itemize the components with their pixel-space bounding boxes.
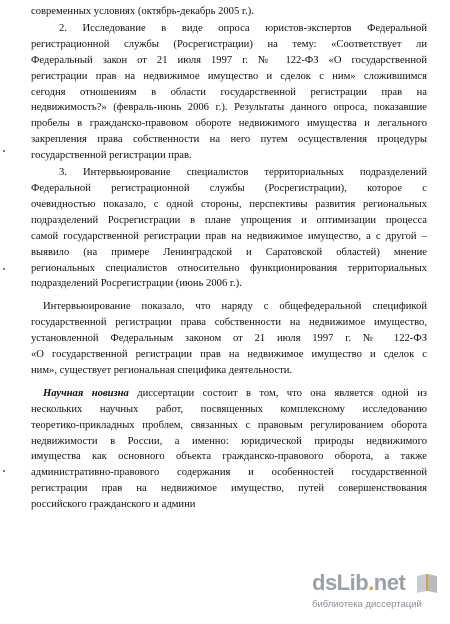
text-line: Федеральной регистрационной службы (Росрегистрации), которое с bbox=[31, 182, 427, 194]
margin-mark bbox=[3, 470, 5, 472]
novelty-line-rest: диссертации состоит в том, что она является одной из bbox=[128, 387, 427, 399]
text-line: недвижимость?» (февраль-июнь 2006 г.). Результаты данного опроса, показавшие bbox=[31, 102, 427, 114]
paragraph-item-2 bbox=[31, 21, 427, 164]
novelty-heading: Научная новизна bbox=[43, 387, 129, 399]
text-line: подразделений Росрегистрации (июнь 2006 г.). bbox=[31, 278, 242, 290]
paragraph-item-3 bbox=[31, 165, 427, 292]
text-line: «О государственной регистрации прав на недвижимое имущество и сделок с bbox=[31, 349, 427, 361]
paragraph-scientific-novelty bbox=[31, 386, 427, 513]
text-line: Интервьюирование показало, что наряду с общефедеральной спецификой bbox=[43, 301, 427, 313]
margin-mark bbox=[3, 150, 5, 152]
text-line: имущества как основного объекта гражданско-правового оборота, а также bbox=[31, 451, 427, 463]
text-line: современных условиях (октябрь-декабрь 2005 г.). bbox=[31, 6, 254, 17]
text-line bbox=[31, 386, 427, 402]
text-line: нескольких научных работ, посвященных комплексному исследованию bbox=[31, 403, 427, 415]
text-line: регистрационной службы (Росрегистрации) на тему: «Соответствует ли bbox=[31, 38, 427, 50]
text-line: регистрации прав на недвижимое имущество и сделок с ним» сложившимся bbox=[31, 70, 427, 82]
text-line: установленной Федеральным законом от 21 июля 1997 г. № 122-ФЗ bbox=[31, 333, 427, 345]
text-line: самой государственной регистрации прав на недвижимое имущество, а с другой – bbox=[31, 230, 427, 242]
paragraph-interview-result bbox=[31, 299, 427, 379]
text-line: региональных специалистов относительно функционирования территориальных bbox=[31, 262, 427, 274]
text-line: подразделений Росрегистрации в плане упрощения и оптимизации процесса bbox=[31, 214, 427, 226]
text-line: сегодня отношениям в области государственной регистрации прав на bbox=[31, 86, 427, 98]
text-line: очевидностью показало, с одной стороны, перспективы развития региональных bbox=[31, 198, 427, 210]
text-line: 3. Интервьюирование специалистов территориальных подразделений bbox=[59, 167, 427, 179]
text-line: закрепления права собственности на него путем осуществления процедуры bbox=[31, 134, 427, 146]
text-line: Федеральный закон от 21 июля 1997 г. № 122-ФЗ «О государственной bbox=[31, 54, 427, 66]
text-line: 2. Исследование в виде опроса юристов-экспертов Федеральной bbox=[59, 22, 427, 34]
text-line: недвижимости в России, а именно: юридической природы недвижимого bbox=[31, 435, 427, 447]
watermark-logo-main: dsLib bbox=[312, 570, 369, 595]
text-line: регистрации прав на недвижимое имущество, путей совершенствования bbox=[31, 483, 427, 495]
text-line: ним», существует региональная специфика деятельности. bbox=[31, 364, 293, 376]
watermark-logo-text bbox=[312, 570, 405, 596]
watermark-logo bbox=[310, 570, 442, 616]
text-line: теоретико-прикладных проблем, связанных с правовым регулированием оборота bbox=[31, 419, 427, 431]
paragraph-intro-end bbox=[31, 4, 427, 20]
text-line: российского гражданского и админи bbox=[31, 499, 196, 511]
watermark-logo-tld: net bbox=[373, 570, 406, 595]
watermark-logo-dot: . bbox=[368, 570, 374, 595]
watermark-subtitle: библиотека диссертаций bbox=[312, 599, 422, 610]
document-body bbox=[31, 4, 427, 513]
book-icon bbox=[414, 570, 440, 596]
text-line: административно-правового содержания и особенностей государственной bbox=[31, 467, 427, 479]
text-line: выявило (на примере Ленинградской и Саратовской областей) мнение bbox=[31, 246, 427, 258]
margin-mark bbox=[3, 268, 5, 270]
text-line: государственной регистрации прав. bbox=[31, 150, 192, 162]
text-line: пробелы в гражданско-правовом обороте недвижимого имущества и легального bbox=[31, 118, 427, 130]
text-line: государственной регистрации права собственности на недвижимое имущество, bbox=[31, 317, 427, 329]
